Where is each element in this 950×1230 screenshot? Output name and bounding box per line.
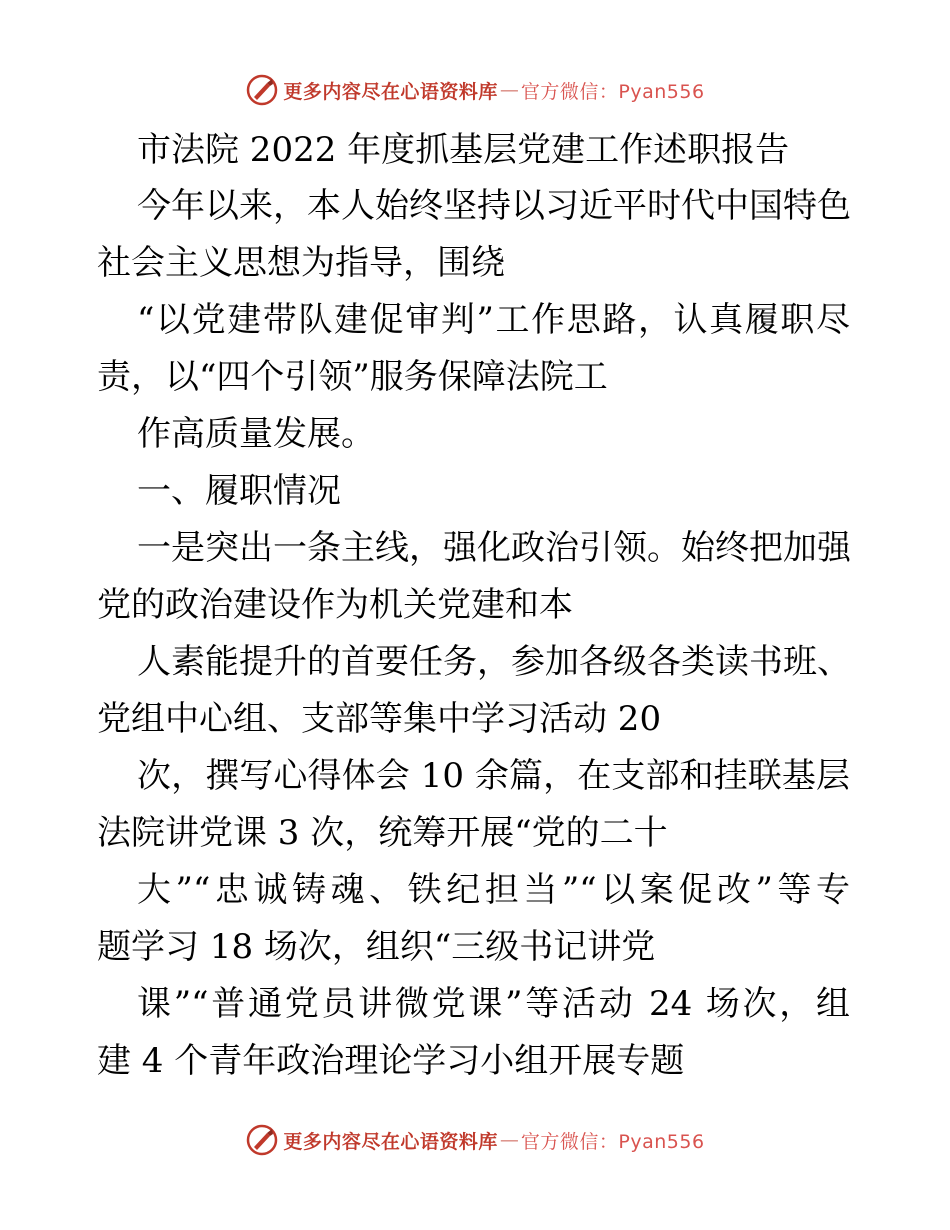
paragraph-line: 次，撰写心得体会 10 余篇，在支部和挂联基层 — [137, 756, 850, 796]
footer-watermark — [0, 1120, 950, 1160]
paragraph-line: 建 4 个青年政治理论学习小组开展专题 — [97, 1041, 685, 1081]
paragraph-line: 党的政治建设作为机关党建和本 — [97, 585, 573, 625]
paragraph-line: 党组中心组、支部等集中学习活动 20 — [97, 699, 662, 739]
watermark-contact: 官方微信：Pyan556 — [520, 1130, 705, 1153]
paragraph-line: 人素能提升的首要任务，参加各级各类读书班、 — [137, 642, 851, 682]
paragraph-line: 大”“忠诚铸魂、铁纪担当”“以案促改”等专 — [137, 870, 850, 910]
paragraph-line: 责，以“四个引领”服务保障法院工 — [97, 357, 608, 397]
watermark-separator: — — [499, 1129, 519, 1151]
watermark-brand: 更多内容尽在心语资料库 — [283, 80, 498, 103]
quill-pen-logo-icon — [245, 1123, 279, 1157]
paragraph-line: “以党建带队建促审判”工作思路，认真履职尽 — [137, 300, 850, 340]
paragraph-line: 作高质量发展。 — [137, 414, 375, 454]
paragraph-line: 课”“普通党员讲微党课”等活动 24 场次，组 — [137, 984, 850, 1024]
section-heading: 一、履职情况 — [137, 471, 341, 511]
paragraph-line: 社会主义思想为指导，围绕 — [97, 243, 505, 283]
paragraph-line: 题学习 18 场次，组织“三级书记讲党 — [97, 927, 656, 967]
paragraph-line: 法院讲党课 3 次，统筹开展“党的二十 — [97, 813, 668, 853]
paragraph-line: 一是突出一条主线，强化政治引领。始终把加强 — [137, 528, 851, 568]
document-title: 市法院 2022 年度抓基层党建工作述职报告 — [137, 130, 790, 170]
paragraph-line: 今年以来，本人始终坚持以习近平时代中国特色 — [137, 186, 851, 226]
watermark-brand: 更多内容尽在心语资料库 — [283, 1130, 498, 1153]
watermark-contact: 官方微信：Pyan556 — [520, 80, 705, 103]
watermark-separator: — — [499, 79, 519, 101]
